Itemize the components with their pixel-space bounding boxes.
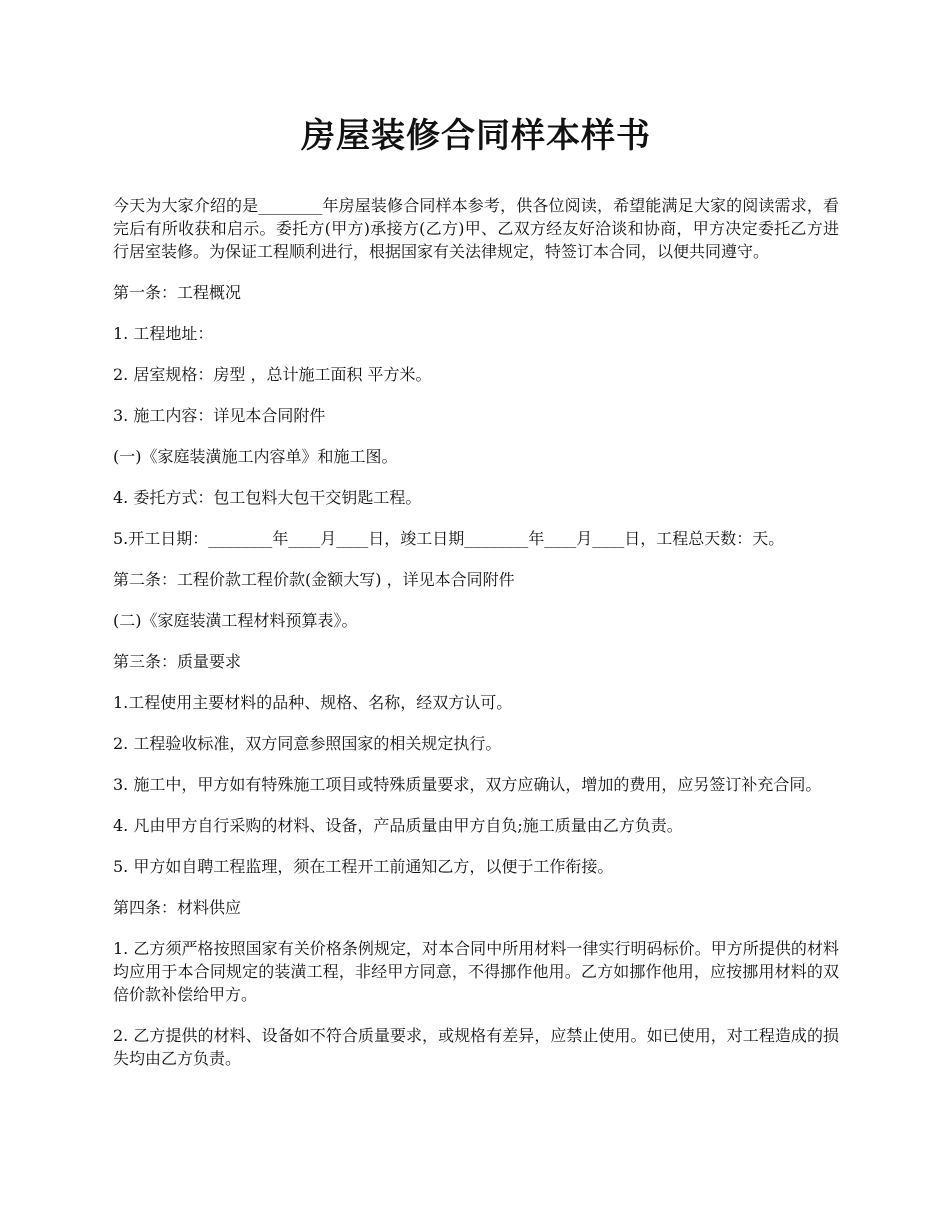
clause-3-1: 1.工程使用主要材料的品种、规格、名称，经双方认可。 [113,693,513,712]
section-heading-2: 第二条：工程价款工程价款(金额大写) ，详见本合同附件 [113,570,515,589]
clause-3-5: 5. 甲方如自聘工程监理，须在工程开工前通知乙方，以便于工作衔接。 [113,857,614,876]
section-heading-3: 第三条：质量要求 [113,652,242,671]
document-page [113,108,839,1088]
clause-1-5: 5.开工日期：________年____月____日，竣工日期________年____月____日，工程总天数：天。 [113,529,785,548]
intro-paragraph: 今天为大家介绍的是________年房屋装修合同样本参考，供各位阅读，希望能满足大家的阅读需求，看完后有所收获和启示。委托方(甲方)承接方(乙方)甲、乙双方经友好洽谈和协商，甲方决定委托乙方进行居室装修。为保证工程顺利进行，根据国家有关法律规定，特签订本合同，以便共同遵守。 [113,196,839,261]
clause-4-2: 2. 乙方提供的材料、设备如不符合质量要求，或规格有差异，应禁止使用。如已使用，对工程造成的损失均由乙方负责。 [113,1026,839,1068]
section-heading-4: 第四条：材料供应 [113,898,242,917]
section-heading-1: 第一条：工程概况 [113,283,242,302]
attachment-2: (二)《家庭装潢工程材料预算表》。 [113,611,358,630]
clause-1-2: 2. 居室规格：房型 ，总计施工面积 平方米。 [113,365,432,384]
clause-3-2: 2. 工程验收标准，双方同意参照国家的相关规定执行。 [113,734,502,753]
clause-1-1: 1. 工程地址： [113,324,214,343]
clause-3-4: 4. 凡由甲方自行采购的材料、设备，产品质量由甲方自负;施工质量由乙方负责。 [113,816,683,835]
clause-3-3: 3. 施工中，甲方如有特殊施工项目或特殊质量要求，双方应确认，增加的费用，应另签订补充合同。 [113,775,822,794]
clause-1-4: 4. 委托方式：包工包料大包干交钥匙工程。 [113,488,422,507]
attachment-1: (一)《家庭装潢施工内容单》和施工图。 [113,447,398,466]
clause-1-3: 3. 施工内容：详见本合同附件 [113,406,326,425]
document-title: 房屋装修合同样本样书 [301,116,651,156]
clause-4-1: 1. 乙方须严格按照国家有关价格条例规定，对本合同中所用材料一律实行明码标价。甲方所提供的材料均应用于本合同规定的装潢工程，非经甲方同意，不得挪作他用。乙方如挪作他用，应按挪用材料的双倍价款补偿给甲方。 [113,939,839,1004]
